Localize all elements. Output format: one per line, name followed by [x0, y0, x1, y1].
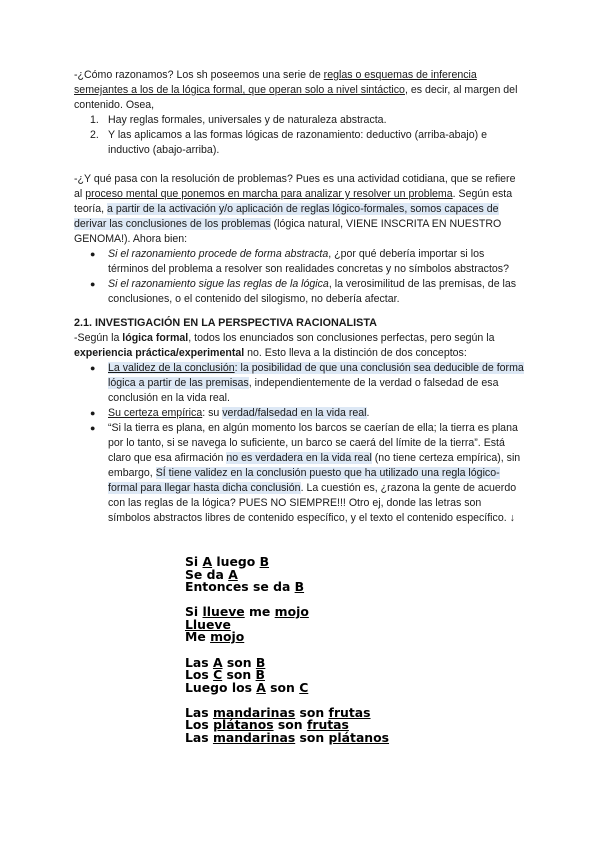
syllogism-line: Entonces se da B — [185, 579, 305, 595]
text-run: . — [366, 407, 370, 419]
bullet-list — [74, 247, 526, 307]
bullet-icon: ● — [90, 279, 96, 289]
numbered-list — [74, 113, 526, 158]
text-run: , independientemente de la verdad o falsedad de esa conclusión en la vida real. — [108, 377, 499, 404]
syllogism-line: Me mojo — [185, 629, 245, 645]
list-item — [74, 406, 526, 421]
list-item — [74, 421, 526, 526]
document-body — [74, 68, 526, 526]
highlighted-text: SÍ tiene validez en la conclusión puesto que ha utilizado una regla lógico-formal para llegar hasta dicha conclusión — [108, 467, 500, 494]
section-paragraph — [74, 331, 526, 361]
bullet-icon: ● — [90, 423, 96, 433]
syllogism-block — [185, 654, 445, 695]
list-item — [74, 128, 526, 158]
syllogism-line: Las mandarinas son plátanos — [185, 730, 390, 746]
syllogism-line: Las A son B — [185, 654, 266, 670]
syllogism-examples — [185, 556, 445, 757]
bullet-icon: ● — [90, 408, 96, 418]
text-run: . Según esta teoría, — [74, 188, 513, 215]
syllogism-line: Se da A — [185, 566, 238, 582]
list-item — [74, 113, 526, 128]
underlined-text: La validez de la conclusión — [108, 362, 235, 374]
list-item-text: , la verosimilitud de las premisas, de las conclusiones, o el contenido del silogismo, no debería afectar. — [108, 278, 517, 305]
list-item-text: Y las aplicamos a las formas lógicas de razonamiento: deductivo (arriba-abajo) e inductivo (abajo-arriba). — [108, 129, 488, 156]
text-run: : su — [202, 407, 223, 419]
list-number: 1. — [90, 114, 99, 126]
syllogism-line: Los C son B — [185, 667, 265, 683]
bold-text: lógica formal — [122, 332, 189, 344]
text-run: (no tiene certeza empírica), sin embargo, — [108, 452, 521, 479]
list-item — [74, 277, 526, 307]
italic-text: Si el razonamiento sigue las reglas de la lógica — [108, 278, 329, 290]
highlighted-text: la posibilidad de que una conclusión sea deducible de forma lógica a partir de las premisas — [108, 362, 524, 389]
syllogism-line: Llueve — [185, 616, 231, 632]
list-item-text: , ¿por qué debería importar si los términos del problema a resolver son realidades concretas y no símbolos abstractos? — [108, 248, 509, 275]
syllogism-line: Los plátanos son frutas — [185, 717, 349, 733]
section-heading: 2.1. INVESTIGACIÓN EN LA PERSPECTIVA RACIONALISTA — [74, 317, 377, 329]
bullet-icon: ● — [90, 249, 96, 259]
underlined-text: reglas o esquemas de inferencia semejantes a los de la lógica formal, que operan solo a nivel sintáctico — [74, 69, 477, 96]
underlined-text: proceso mental que ponemos en marcha para analizar y resolver un problema — [85, 188, 453, 200]
text-run: , todos los enunciados son conclusiones perfectas, pero según la — [188, 332, 495, 344]
bold-text: experiencia práctica/experimental — [74, 347, 245, 359]
text-run: “Si la tierra es plana, en algún momento los barcos se caerían de ella; la tierra es plana por lo tanto, si se navega lo suficiente, un barco se caerá del límite de la tierra”. Está claro que esa afirmación — [108, 422, 518, 464]
syllogism-line: Si llueve me mojo — [185, 604, 309, 620]
text-run: , es decir, al margen del contenido. Osea, — [74, 84, 518, 111]
bullet-icon: ● — [90, 363, 96, 373]
highlighted-text: a partir de la activación y/o aplicación de reglas lógico-formales, somos capaces de derivar las conclusiones de los problemas — [74, 203, 499, 230]
list-item — [74, 361, 526, 406]
text-run: -¿Cómo razonamos? Los sh poseemos una serie de — [74, 69, 324, 81]
text-run: . La cuestión es, ¿razona la gente de acuerdo con las reglas de la lógica? PUES NO SIEMPRE!!! Otro ej, donde las letras son símbolos abstractos libres de contenido específico, y el texto el contenido específico. ↓ — [108, 482, 517, 524]
syllogism-block — [185, 556, 445, 594]
syllogism-line: Las mandarinas son frutas — [185, 704, 371, 720]
text-run: no. Esto lleva a la distinción de dos conceptos: — [244, 347, 467, 359]
syllogism-line: Si A luego B — [185, 554, 270, 569]
list-item — [74, 247, 526, 277]
syllogism-block — [185, 606, 445, 644]
list-number: 2. — [90, 129, 99, 141]
syllogism-block — [185, 704, 445, 746]
highlighted-text: verdad/falsedad en la vida real — [222, 407, 367, 419]
intro-paragraph — [74, 68, 526, 113]
text-run: (lógica natural, VIENE INSCRITA EN NUESTRO GENOMA!). Ahora bien: — [74, 218, 502, 245]
problem-solving-paragraph — [74, 172, 526, 247]
text-run: -Según la — [74, 332, 123, 344]
underlined-text: Su certeza empírica — [108, 407, 203, 419]
list-item-text: Hay reglas formales, universales y de naturaleza abstracta. — [108, 114, 387, 126]
highlighted-text: no es verdadera en la vida real — [226, 452, 372, 464]
text-run: : — [234, 362, 241, 374]
bullet-list — [74, 361, 526, 526]
syllogism-line: Luego los A son C — [185, 679, 309, 695]
text-run: -¿Y qué pasa con la resolución de problemas? Pues es una actividad cotidiana, que se refiere al — [74, 173, 516, 200]
italic-text: Si el razonamiento procede de forma abstracta — [108, 248, 329, 260]
